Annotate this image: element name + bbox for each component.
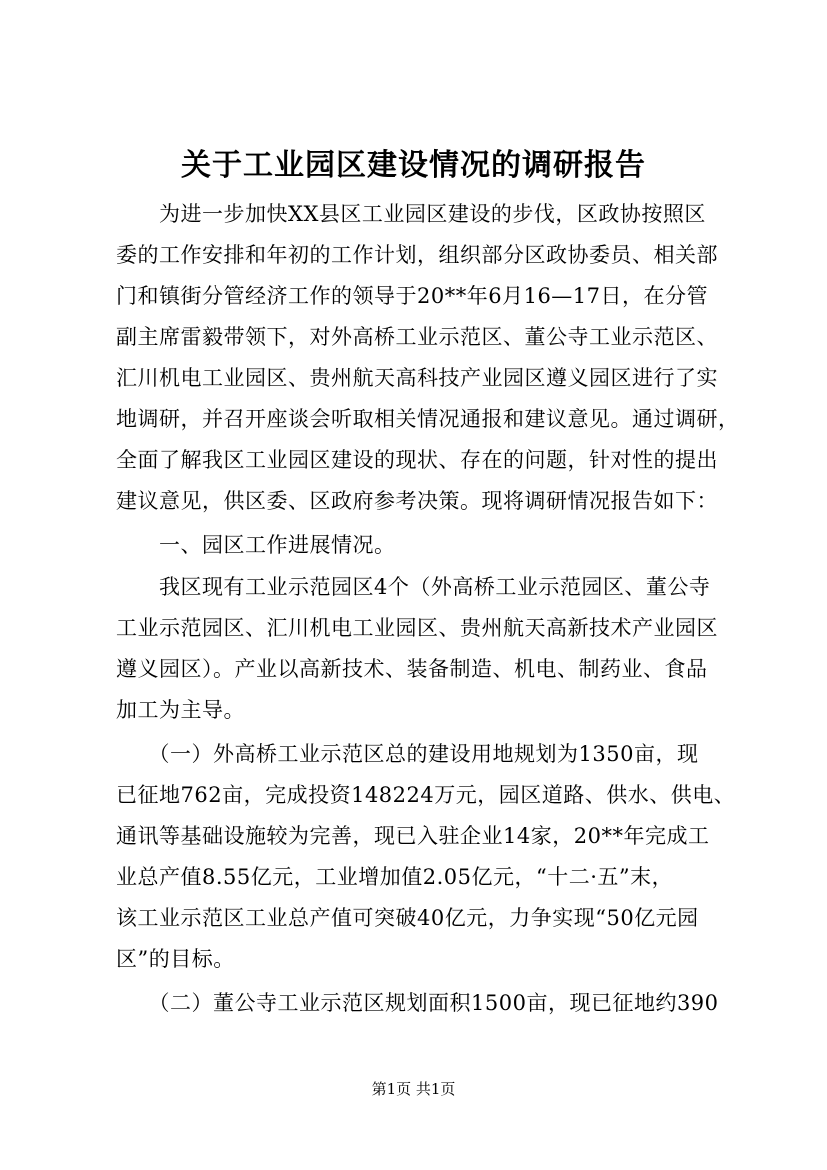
paragraph-line: 加工为主导。 [116,698,245,722]
paragraph-line: 汇川机电工业园区、贵州航天高科技产业园区遵义园区进行了实 [116,366,718,390]
paragraph-line: 我区现有工业示范园区4个（外高桥工业示范园区、董公寺 [116,575,711,599]
paragraph-line: 全面了解我区工业园区建设的现状、存在的问题，针对性的提出 [116,448,718,472]
paragraph-line: 门和镇街分管经济工作的领导于20**年6月16—17日，在分管 [116,284,709,308]
section-heading: 一、园区工作进展情况。 [116,533,396,557]
paragraph-line: 遵义园区）。产业以高新技术、装备制造、机电、制药业、食品 [116,657,708,681]
paragraph-line: 业总产值8.55亿元，工业增加值2.05亿元，“十二·五”末， [116,865,674,889]
paragraph-line: （一）外高桥工业示范区总的建设用地规划为1350亩，现 [116,742,699,766]
paragraph-line: 工业示范园区、汇川机电工业园区、贵州航天高新技术产业园区 [116,616,718,640]
paragraph-line: 地调研，并召开座谈会听取相关情况通报和建议意见。通过调研， [116,407,740,431]
paragraph-line: （二）董公寺工业示范区规划面积1500亩，现已征地约390 [116,991,719,1015]
page-footer: 第1页 共1页 [371,1080,456,1098]
paragraph-line: 已征地762亩，完成投资148224万元，园区道路、供水、供电、 [116,783,736,807]
paragraph-line: 区”的目标。 [116,947,235,971]
paragraph-line: 该工业示范区工业总产值可突破40亿元，力争实现“50亿元园 [116,906,699,930]
paragraph-line: 通讯等基础设施较为完善，现已入驻企业14家，20**年完成工 [116,824,710,848]
paragraph-line: 委的工作安排和年初的工作计划，组织部分区政协委员、相关部 [116,243,718,267]
paragraph-line: 副主席雷毅带领下，对外高桥工业示范区、董公寺工业示范区、 [116,325,718,349]
paragraph-line: 为进一步加快XX县区工业园区建设的步伐，区政协按照区 [116,202,706,226]
paragraph-line: 建议意见，供区委、区政府参考决策。现将调研情况报告如下： [116,489,718,513]
document-title: 关于工业园区建设情况的调研报告 [181,148,646,183]
